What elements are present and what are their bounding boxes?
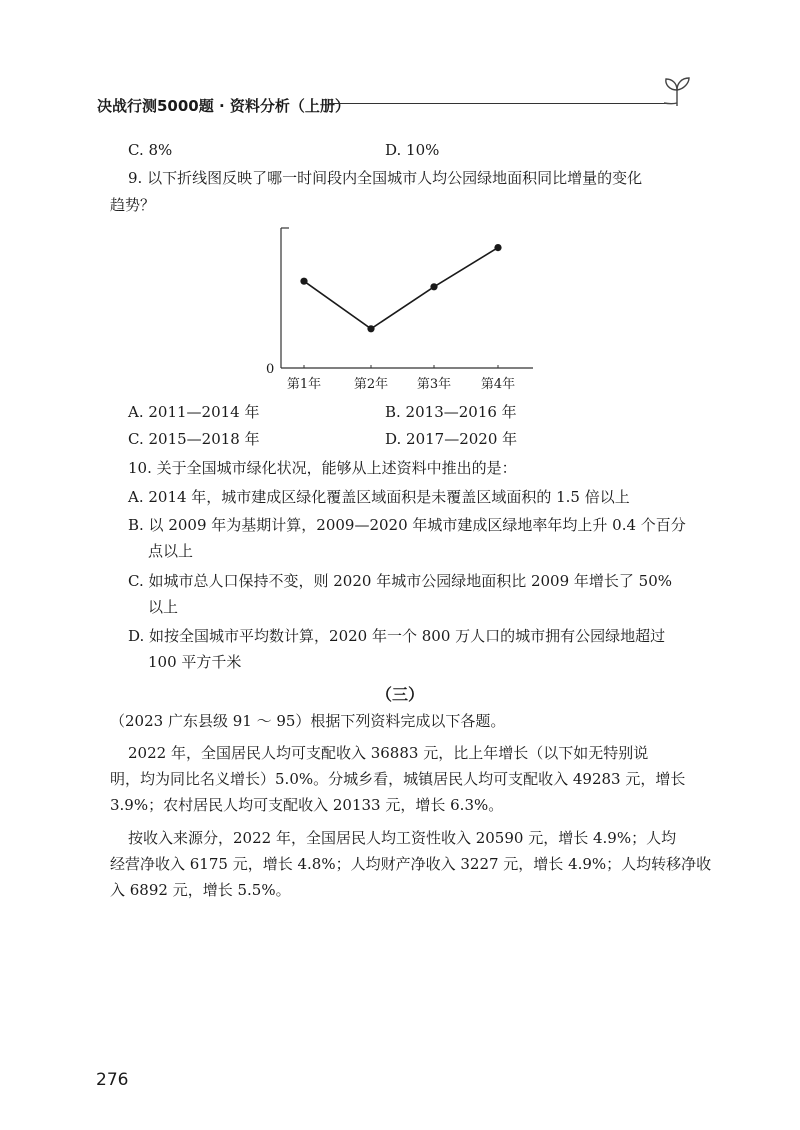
sprout-icon xyxy=(660,74,694,108)
paragraph2-line3: 入 6892 元，增长 5.5%。 xyxy=(110,881,291,899)
line-chart xyxy=(262,222,542,394)
q10-option-b-line1: B. 以 2009 年为基期计算，2009—2020 年城市建成区绿地率年均上升 0.4 个百分 xyxy=(128,516,686,534)
x-tick-label-3: 第3年 xyxy=(416,377,452,392)
x-tick-label-1: 第1年 xyxy=(286,377,322,392)
data-point-1 xyxy=(300,278,307,285)
q9-option-d: D. 2017—2020 年 xyxy=(385,430,518,448)
series-line xyxy=(304,248,498,329)
q9-option-a: A. 2011—2014 年 xyxy=(128,403,260,421)
running-header-title: 决战行测5000题 · 资料分析（上册） xyxy=(97,97,350,115)
paragraph2-line2: 经营净收入 6175 元，增长 4.8%；人均财产净收入 3227 元，增长 4.9%；人均转移净收 xyxy=(110,855,712,873)
paragraph1-line2: 明，均为同比名义增长）5.0%。分城乡看，城镇居民人均可支配收入 49283 元，增长 xyxy=(110,770,686,788)
paragraph1-line3: 3.9%；农村居民人均可支配收入 20133 元，增长 6.3%。 xyxy=(110,796,504,814)
data-point-3 xyxy=(430,283,437,290)
q10-option-c-line1: C. 如城市总人口保持不变，则 2020 年城市公园绿地面积比 2009 年增长了 50% xyxy=(128,572,673,590)
option-c-prev: C. 8% xyxy=(128,141,173,159)
q9-stem-line1: 9. 以下折线图反映了哪一时间段内全国城市人均公园绿地面积同比增量的变化 xyxy=(128,169,643,187)
page-number: 276 xyxy=(96,1070,129,1090)
q10-option-b-line2: 点以上 xyxy=(148,542,194,560)
q9-option-c: C. 2015—2018 年 xyxy=(128,430,260,448)
q9-stem-line2: 趋势？ xyxy=(110,196,156,214)
q10-option-a: A. 2014 年，城市建成区绿化覆盖区域面积是未覆盖区域面积的 1.5 倍以上 xyxy=(128,488,630,506)
paragraph1-line1: 2022 年，全国居民人均可支配收入 36883 元，比上年增长（以下如无特别说 xyxy=(128,744,649,762)
q10-option-d-line1: D. 如按全国城市平均数计算，2020 年一个 800 万人口的城市拥有公园绿地超过 xyxy=(128,627,666,645)
q9-option-b: B. 2013—2016 年 xyxy=(385,403,517,421)
q10-option-d-line2: 100 平方千米 xyxy=(148,653,242,671)
section-intro: （2023 广东县级 91 ～ 95）根据下列资料完成以下各题。 xyxy=(110,712,506,730)
header-rule xyxy=(328,103,668,104)
section-title: （三） xyxy=(375,685,424,704)
q10-stem: 10. 关于全国城市绿化状况，能够从上述资料中推出的是： xyxy=(128,459,517,477)
x-tick-label-2: 第2年 xyxy=(353,377,389,392)
x-tick-label-4: 第4年 xyxy=(480,377,516,392)
q10-option-c-line2: 以上 xyxy=(148,598,179,616)
data-point-4 xyxy=(494,244,501,251)
y-tick-zero: 0 xyxy=(266,362,275,377)
paragraph2-line1: 按收入来源分，2022 年，全国居民人均工资性收入 20590 元，增长 4.9%；人均 xyxy=(128,829,677,847)
data-point-2 xyxy=(367,325,374,332)
option-d-prev: D. 10% xyxy=(385,141,440,159)
